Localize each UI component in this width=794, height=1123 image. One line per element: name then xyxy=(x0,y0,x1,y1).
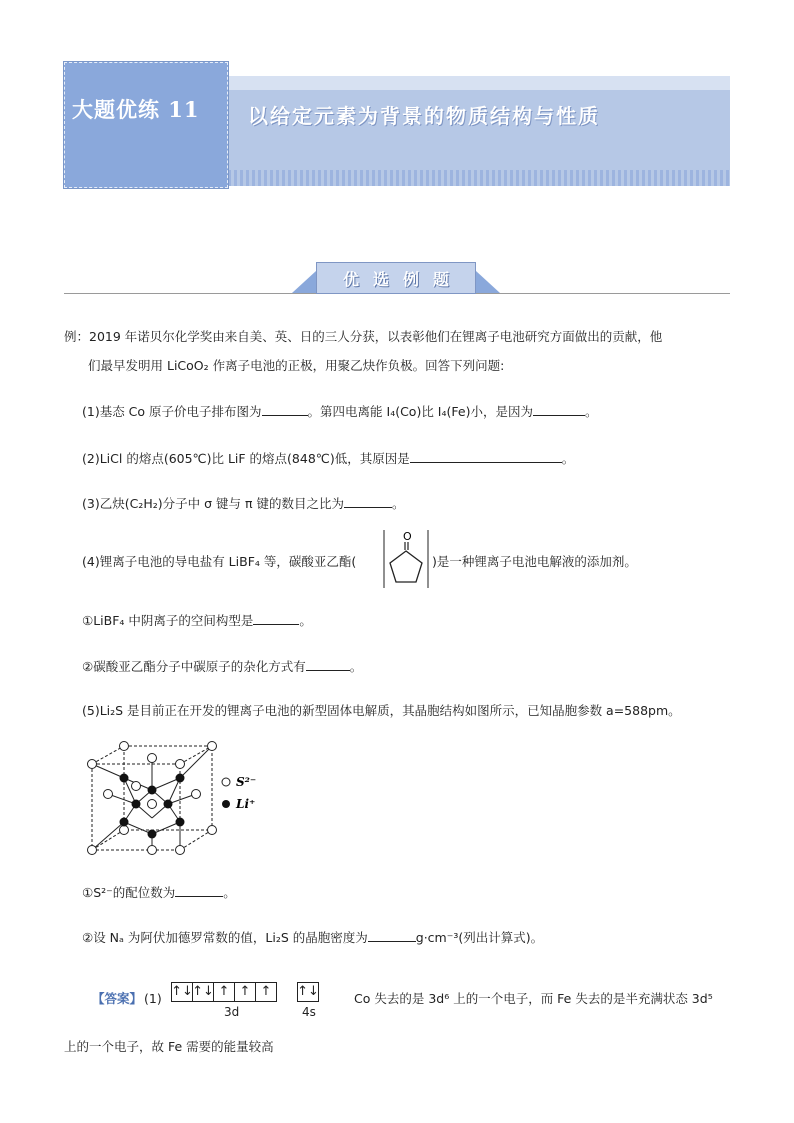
q4-1-blank xyxy=(253,612,299,625)
q2-text-a: (2)LiCl 的熔点(605℃)比 LiF 的熔点(848℃)低，其原因是 xyxy=(82,451,410,466)
q4-text-a: (4)锂离子电池的导电盐有 LiBF₄ 等，碳酸亚乙酯( xyxy=(82,554,357,569)
question-1 xyxy=(82,403,597,421)
orbital-box: ↑ xyxy=(234,982,256,1002)
intro-line-1: 例：2019 年诺贝尔化学奖由来自美、英、日的三人分获，以表彰他们在锂离子电池研究方面做出的贡献，他 xyxy=(64,329,663,344)
orbital-diagram-4s xyxy=(298,980,319,1002)
question-3 xyxy=(82,495,404,513)
q2-blank xyxy=(410,450,562,463)
q4-text-b: )是一种锂离子电池电解液的添加剂。 xyxy=(432,554,637,569)
banner-bottom-stripe xyxy=(228,170,730,186)
ethylene-carbonate-structure xyxy=(378,528,434,590)
q5-2-text-b: g·cm⁻³(列出计算式)。 xyxy=(415,930,544,945)
q1-text-b: 。第四电离能 I₄(Co)比 I₄(Fe)小，是因为 xyxy=(307,404,533,419)
answer-line-1: Co 失去的是 3d⁶ 上的一个电子，而 Fe 失去的是半充满状态 3d⁵ xyxy=(354,991,713,1006)
orbital-box: ↑↓ xyxy=(297,982,319,1002)
li2s-crystal-cell xyxy=(80,738,300,858)
orbital-box: ↑↓ xyxy=(192,982,214,1002)
carbonyl-oxygen: O xyxy=(403,530,412,543)
section-tab-label: 优选例题 xyxy=(342,269,463,289)
answer-number: (1) xyxy=(144,991,162,1006)
q4-2-text-a: ②碳酸亚乙酯分子中碳原子的杂化方式有 xyxy=(82,659,306,674)
q1-text-a: (1)基态 Co 原子价电子排布图为 xyxy=(82,404,262,419)
banner-top-strip xyxy=(228,76,730,90)
q4-2-text-b: 。 xyxy=(349,659,363,674)
q2-text-b: 。 xyxy=(561,451,575,466)
q4-1-text-a: ①LiBF₄ 中阴离子的空间构型是 xyxy=(82,613,254,628)
section-tab xyxy=(316,262,476,294)
question-5-1 xyxy=(82,884,236,902)
q3-blank xyxy=(344,495,392,508)
q1-blank-1 xyxy=(262,403,308,416)
question-5: (5)Li₂S 是目前正在开发的锂离子电池的新型固体电解质，其晶胞结构如图所示，已知晶胞参数 a=588pm。 xyxy=(82,703,681,718)
orbital-label-3d: 3d xyxy=(224,1005,240,1019)
banner-label-box xyxy=(64,62,228,188)
q4-2-blank xyxy=(306,658,350,671)
banner-label: 大题优练 11 xyxy=(72,97,200,122)
orbital-diagram-3d xyxy=(172,980,277,1002)
q1-blank-2 xyxy=(533,403,585,416)
q5-2-text-a: ②设 Nₐ 为阿伏加德罗常数的值，Li₂S 的晶胞密度为 xyxy=(82,930,368,945)
tab-right-wing xyxy=(476,271,500,293)
q5-1-blank xyxy=(175,884,223,897)
sulfur-legend-marker xyxy=(222,778,230,786)
orbital-label-4s: 4s xyxy=(302,1005,316,1019)
q5-2-blank xyxy=(368,929,416,942)
q5-1-text-a: ①S²⁻的配位数为 xyxy=(82,885,176,900)
q5-1-text-b: 。 xyxy=(223,885,236,900)
lithium-legend-label: Li⁺ xyxy=(236,797,256,811)
lithium-legend-marker xyxy=(222,800,230,808)
question-2 xyxy=(82,450,574,468)
answer-line-2: 上的一个电子，故 Fe 需要的能量较高 xyxy=(64,1039,274,1054)
q3-text-b: 。 xyxy=(391,496,405,511)
q4-1-text-b: 。 xyxy=(299,613,312,628)
tab-left-wing xyxy=(292,271,316,293)
question-4-2 xyxy=(82,658,362,676)
page-title: 以给定元素为背景的物质结构与性质 xyxy=(248,104,600,128)
orbital-box: ↑ xyxy=(255,982,277,1002)
q3-text-a: (3)乙炔(C₂H₂)分子中 σ 键与 π 键的数目之比为 xyxy=(82,496,344,511)
orbital-box: ↑ xyxy=(213,982,235,1002)
orbital-box: ↑↓ xyxy=(171,982,193,1002)
sulfur-legend-label: S²⁻ xyxy=(236,775,257,789)
question-4-1 xyxy=(82,612,312,630)
intro-line-2: 们最早发明用 LiCoO₂ 作离子电池的正极，用聚乙炔作负极。回答下列问题: xyxy=(88,358,505,373)
question-5-2 xyxy=(82,929,543,947)
answer-label: 【答案】 xyxy=(92,991,143,1006)
q1-text-c: 。 xyxy=(584,404,598,419)
